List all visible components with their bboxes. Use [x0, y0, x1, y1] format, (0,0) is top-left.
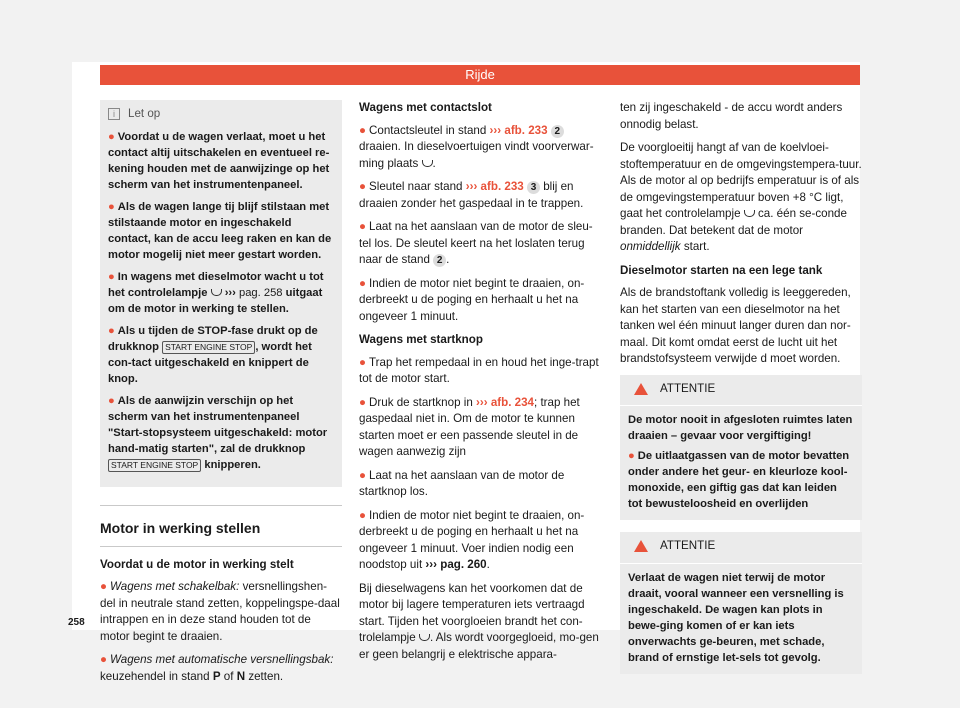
subheading: Dieselmotor starten na een lege tank [620, 263, 823, 277]
warning-box [620, 375, 862, 521]
warning-body: Verlaat de wagen niet terwij de motor draait, vooral wanneer een versnelling is ingeschakeld. De wagen kan plots in bewe-ging komen of er kan iets onverwachts ge-beuren, met schade, brand of ernstige let-sels tot gevolg. [628, 571, 844, 664]
start-engine-stop-button-label: START ENGINE STOP [108, 459, 201, 472]
tip-item: ● Als de wagen lange tij blijf stilstaan met stilstaande motor en ingeschakeld contact, kan de accu leeg raken en kan de motor mogelij niet meer gestart worden. [108, 200, 332, 261]
page-link[interactable]: pag. 258 [238, 286, 283, 299]
figure-link[interactable]: afb. 233 [480, 180, 524, 193]
preglow-lamp-icon [211, 289, 222, 296]
warning-header [620, 375, 862, 407]
list-item: ● Indien de motor niet begint te draaien, on-derbreekt u de poging en herhaalt u het na ongeveer 1 minuut. [359, 276, 585, 323]
paragraph: De voorgloeitij hangt af van de koelvloei-stoftemperatuur en de omgevingstempera-tuur. Als de motor al op bedrijfs emperatuur is of als de omgevingstemperatuur boven +8 °C ligt, gaat het controlelampje ca. één se-conde branden. Dat betekent dat de motor onmiddellijk start. [620, 141, 862, 253]
tip-item: ● Voordat u de wagen verlaat, moet u het contact altij uitschakelen en eventueel re-kening houden met de aanwijzinge op het scherm van het instrumentenpaneel. [108, 130, 330, 191]
subheading: Wagens met startknop [359, 333, 483, 346]
list-item: ● Laat na het aanslaan van de motor de startknop los. [359, 468, 565, 498]
warning-box [620, 532, 862, 674]
list-item: ● Druk de startknop in ››› afb. 234; trap het gaspedaal niet in. Om de motor te kunnen starten moet er een passende sleutel in de wagen aanwezig zijn [359, 395, 580, 458]
tip-box [100, 100, 342, 487]
warning-header [620, 532, 862, 564]
warning-icon [634, 540, 648, 552]
paragraph: Als de brandstoftank volledig is leeggereden, kan het starten van een dieselmotor na het tanken wel één minuut langer duren dan nor-maal. Dit komt omdat eerst de lucht uit het brandstofsysteem verwijde d moet worden. [620, 286, 851, 365]
chapter-header: Rijde [100, 65, 860, 85]
column-2 [359, 100, 601, 670]
info-icon: i [108, 108, 120, 120]
tip-title: Let op [128, 107, 161, 120]
tip-item: ● In wagens met dieselmotor wacht u tot het controlelampje ››› pag. 258 uitgaat om de motor in werking te stellen. [108, 270, 324, 315]
tip-header [108, 106, 334, 123]
warning-body: De motor nooit in afgesloten ruimtes laten draaien – gevaar voor vergiftiging! ● De uitlaatgassen van de motor bevatten onder andere het geur- en kleurloze kool-monoxide, een giftig gas dat kan leiden tot bewusteloosheid en overlijden [628, 414, 853, 510]
warning-title: ATTENTIE [660, 539, 716, 552]
list-item: ● Sleutel naar stand ››› afb. 233 3 blij en draaien zonder het gaspedaal in te trappen. [359, 180, 584, 210]
tip-item: ● Als u tijden de STOP-fase drukt op de drukknop START ENGINE STOP , wordt het con-tact uitgeschakeld en knippert de knop. [108, 324, 318, 385]
list-item: ● Wagens met automatische versnellingsbak: keuzehendel in stand P of N zetten. [100, 653, 334, 683]
tip-item: ● Als de aanwijzin verschijn op het scherm van het instrumentenpaneel "Start-stopsysteem uitgeschakeld: motor hand-matig starten", zal de drukknop START ENGINE STOP knipperen. [108, 394, 328, 471]
list-item: ● Contactsleutel in stand ››› afb. 233 2 draaien. In dieselvoertuigen vindt voorverwar-ming plaats . [359, 123, 594, 170]
figure-link[interactable]: afb. 233 [504, 123, 548, 137]
section-title: Motor in werking stellen [100, 505, 342, 547]
list-item: ● Indien de motor niet begint te draaien, on-derbreekt u de poging en herhaalt u het na ongeveer 1 minuut. Voer indien nodig een noodstop uit ››› pag. 260. [359, 508, 585, 571]
subheading: Wagens met contactslot [359, 101, 492, 114]
paragraph: Bij dieselwagens kan het voorkomen dat de motor bij lagere temperaturen iets vertraagd start. Tijden het voorgloeien brandt het con-trolelampje . Als wordt voorgegloeid, mo-gen er geen belangrij e elektrische appara- [359, 581, 599, 661]
page-link[interactable]: pag. 260 [440, 558, 487, 571]
subheading: Voordat u de motor in werking stelt [100, 557, 294, 571]
warning-icon [634, 383, 648, 395]
page-ref-arrow: ››› [224, 286, 236, 299]
paragraph: ten zij ingeschakeld - de accu wordt anders onnodig belast. [620, 101, 843, 131]
position-marker: 3 [527, 181, 540, 194]
preglow-lamp-icon [419, 634, 430, 641]
page-number: 258 [68, 617, 85, 628]
preglow-lamp-icon [422, 160, 433, 167]
column-3 [620, 100, 862, 684]
list-item: ● Wagens met schakelbak: versnellingshen-del in neutrale stand zetten, koppelingspe-daal intrappen en in deze stand houden tot de motor begint te draaien. [100, 580, 340, 643]
figure-link[interactable]: afb. 234 [490, 395, 535, 409]
column-1 [100, 100, 342, 692]
preglow-lamp-icon [744, 210, 755, 217]
position-marker: 2 [433, 254, 446, 267]
list-item: ● Trap het rempedaal in en houd het inge-trapt tot de motor start. [359, 355, 599, 385]
position-marker: 2 [551, 125, 564, 138]
start-engine-stop-button-label: START ENGINE STOP [162, 341, 255, 354]
list-item: ● Laat na het aanslaan van de motor de sleu-tel los. De sleutel keert na het loslaten terug naar de stand 2 . [359, 220, 593, 266]
warning-title: ATTENTIE [660, 381, 716, 395]
